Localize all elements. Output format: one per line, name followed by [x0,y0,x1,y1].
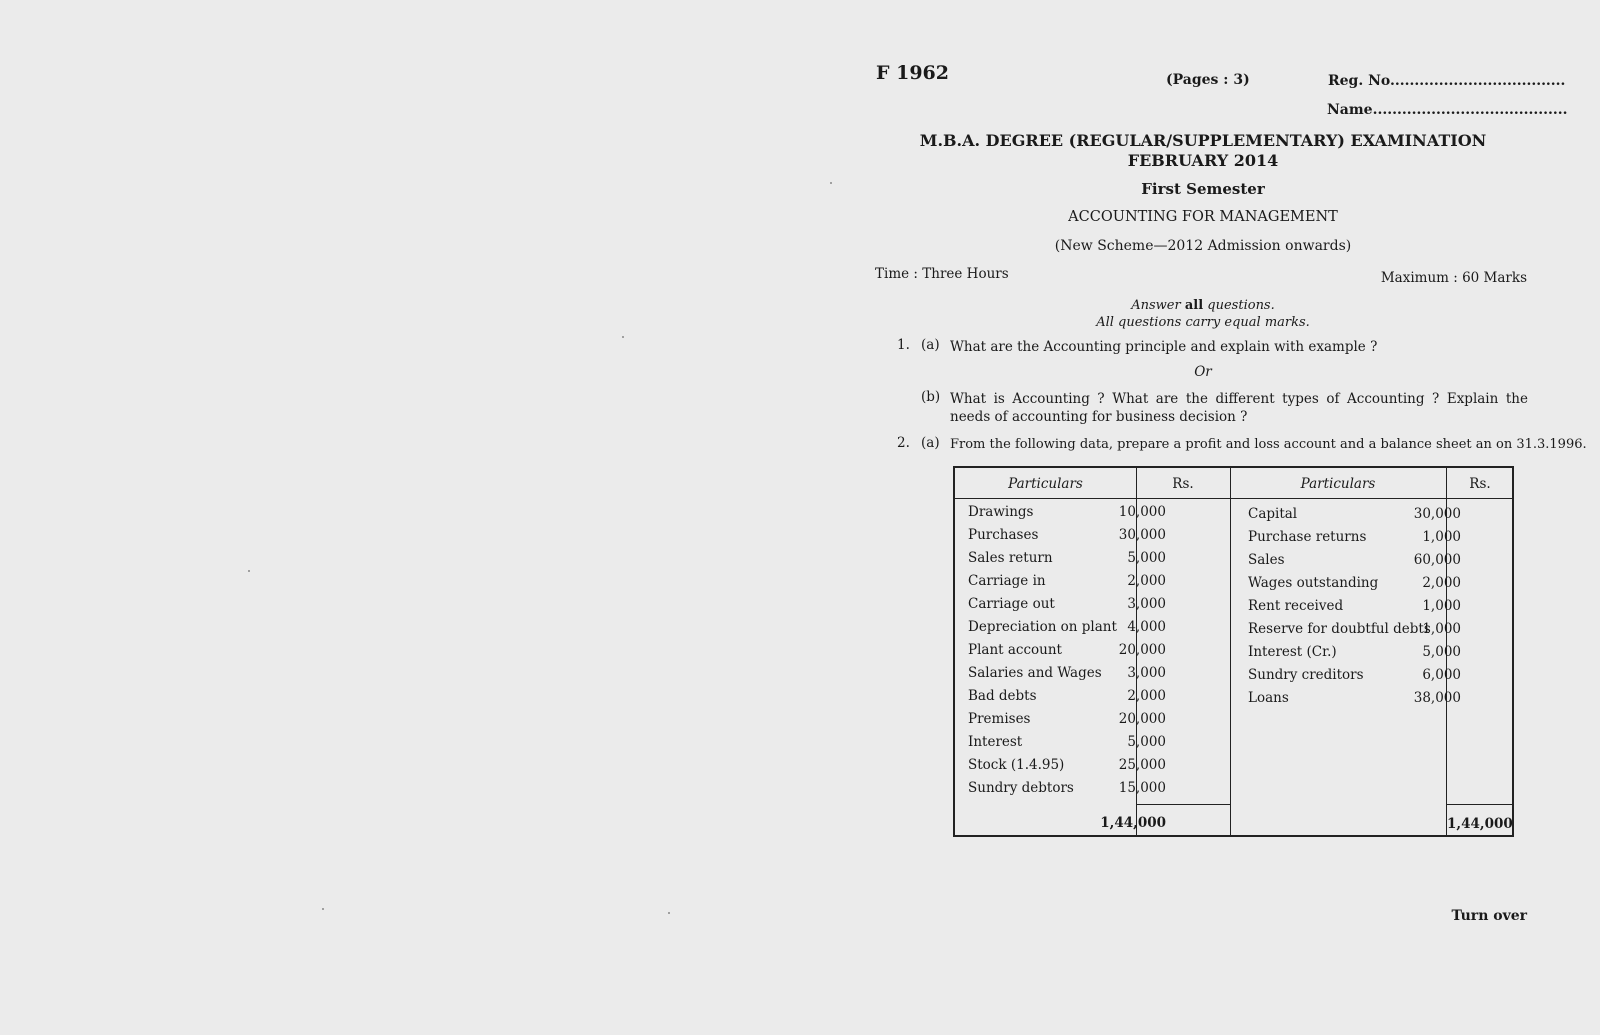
question-1b-label: (b) [921,389,941,405]
instruction-line-2: All questions carry equal marks. [1096,315,1310,330]
question-1a-label: (a) [921,337,940,353]
right-row-label: Wages outstanding [1248,575,1379,591]
exam-date: FEBRUARY 2014 [1127,151,1279,170]
scan-speck [622,336,624,338]
question-1a-text: What are the Accounting principle and explain with example ? [950,339,1378,355]
right-row-amount: 60,000 [1413,552,1461,568]
or-separator: Or [1194,364,1212,380]
right-row-label: Interest (Cr.) [1248,644,1337,660]
question-2-number: 2. [897,435,910,451]
left-row-label: Interest [968,734,1023,750]
scan-speck [322,908,324,910]
max-marks: Maximum : 60 Marks [1380,270,1527,286]
instruction-bold: all [1184,298,1204,313]
right-row-amount: 6,000 [1422,667,1461,683]
reg-no-field: Reg. No.................................... [1328,73,1566,89]
left-row-label: Purchases [968,527,1039,543]
right-total-rule [1446,804,1512,805]
header-left-particulars: Particulars [1008,476,1083,492]
right-row-amount: 38,000 [1413,690,1461,706]
question-1-number: 1. [897,337,910,353]
left-row-label: Bad debts [968,688,1037,704]
right-row-amount: 1,000 [1422,529,1461,545]
scan-speck [830,182,832,184]
left-row-label: Premises [968,711,1031,727]
left-row-amount: 3,000 [1127,665,1166,681]
instruction-line-1 [876,298,1530,313]
paper-code: F 1962 [876,62,949,84]
trial-balance-table [953,466,1514,837]
left-row-label: Sundry debtors [968,780,1074,796]
semester: First Semester [1141,180,1265,198]
exam-title: M.B.A. DEGREE (REGULAR/SUPPLEMENTARY) EXAMINATION [919,131,1487,150]
left-row-label: Carriage out [968,596,1055,612]
right-row-label: Purchase returns [1248,529,1367,545]
left-row-amount: 5,000 [1127,734,1166,750]
right-row-label: Sundry creditors [1248,667,1364,683]
left-total: 1,44,000 [1100,815,1166,831]
table-divider [1230,468,1231,835]
right-row-amount: 2,000 [1422,575,1461,591]
instruction-post: questions. [1207,298,1275,313]
left-row-label: Carriage in [968,573,1046,589]
header-left-rs: Rs. [1172,476,1194,492]
right-row-amount: 30,000 [1413,506,1461,522]
table-header-rule [955,498,1512,499]
right-row-amount: 1,000 [1422,621,1461,637]
left-total-rule [1136,804,1230,805]
name-field: Name........................................ [1327,102,1568,118]
left-row-amount: 20,000 [1118,642,1166,658]
question-2a-label: (a) [921,435,940,451]
left-row-amount: 25,000 [1118,757,1166,773]
scan-speck [668,912,670,914]
turn-over: Turn over [1451,908,1527,924]
left-row-amount: 2,000 [1127,688,1166,704]
left-row-amount: 10,000 [1118,504,1166,520]
right-row-label: Rent received [1248,598,1344,614]
question-1b-text: What is Accounting ? What are the different types of Accounting ? Explain the needs of accounting for business decision ? [950,391,1528,425]
scan-speck [248,570,250,572]
left-row-label: Depreciation on plant [968,619,1117,635]
left-row-amount: 5,000 [1127,550,1166,566]
right-row-label: Reserve for doubtful debts [1248,621,1431,637]
right-row-amount: 1,000 [1422,598,1461,614]
left-row-label: Drawings [968,504,1034,520]
left-row-label: Plant account [968,642,1062,658]
left-row-amount: 30,000 [1118,527,1166,543]
subject: ACCOUNTING FOR MANAGEMENT [1068,209,1338,225]
time-allowed: Time : Three Hours [875,266,1009,282]
page-count: (Pages : 3) [1166,72,1250,88]
right-total: 1,44,000 [1447,816,1513,832]
scheme: (New Scheme—2012 Admission onwards) [1054,238,1352,254]
question-2a-text: From the following data, prepare a profit and loss account and a balance sheet an on 31.3.1996. [950,437,1587,452]
left-row-label: Sales return [968,550,1053,566]
left-row-amount: 15,000 [1118,780,1166,796]
left-row-label: Salaries and Wages [968,665,1102,681]
right-row-label: Capital [1248,506,1298,522]
left-row-amount: 4,000 [1127,619,1166,635]
header-right-rs: Rs. [1469,476,1491,492]
left-row-amount: 20,000 [1118,711,1166,727]
right-row-label: Sales [1248,552,1285,568]
left-row-amount: 2,000 [1127,573,1166,589]
instruction-pre: Answer [1131,298,1181,313]
left-row-amount: 3,000 [1127,596,1166,612]
right-row-label: Loans [1248,690,1289,706]
header-right-particulars: Particulars [1300,476,1376,492]
left-row-label: Stock (1.4.95) [968,757,1065,773]
right-row-amount: 5,000 [1422,644,1461,660]
